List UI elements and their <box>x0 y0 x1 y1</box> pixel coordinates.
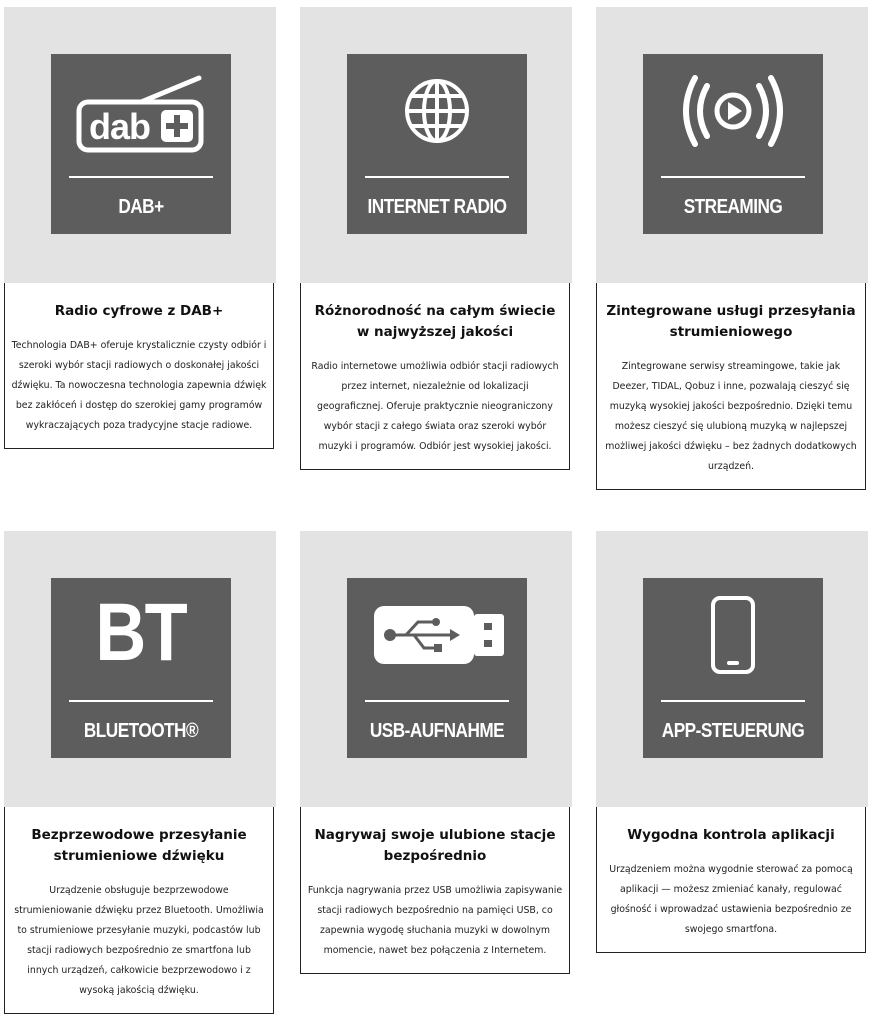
tile-label: DAB+ <box>118 196 164 218</box>
feature-image-panel <box>596 531 868 807</box>
feature-tile <box>643 54 823 234</box>
feature-heading: Zintegrowane usługi przesyłania strumieniowego <box>606 303 856 340</box>
feature-text-box <box>596 807 866 953</box>
svg-text:dab: dab <box>89 106 151 147</box>
globe-icon <box>347 54 527 164</box>
feature-tile <box>643 578 823 758</box>
feature-description: Zintegrowane serwisy streamingowe, takie jak Deezer, TIDAL, Qobuz i inne, pozwalają cieszyć się muzyką wysokiej jakości bezpośrednio. Dzięki temu możesz cieszyć się ulubioną muzyką w najlepszej możliwej jakości dźwięku – bez żadnych dodatkowych urządzeń. <box>605 361 857 472</box>
feature-description: Urządzenie obsługuje bezprzewodowe strumieniowanie dźwięku przez Bluetooth. Umożliwia to strumieniowe przesyłanie muzyki, podcastów lub stacji radiowych bezpośrednio ze smartfona lub innych urządzeń, całkowicie bezprzewodowo i z wysoką jakością dźwięku. <box>14 885 264 996</box>
feature-text-box <box>4 807 274 1014</box>
feature-description: Funkcja nagrywania przez USB umożliwia zapisywanie stacji radiowych bezpośrednio na pamięci USB, co zapewnia wygodę słuchania muzyki w dowolnym momencie, nawet bez połączenia z Internetem. <box>307 885 563 956</box>
bt-mark: BT <box>95 587 187 678</box>
tile-label: INTERNET RADIO <box>367 196 507 218</box>
tile-label: BLUETOOTH® <box>83 720 199 742</box>
feature-description: Technologia DAB+ oferuje krystalicznie czysty odbiór i szeroki wybór stacji radiowych o doskonałej jakości dźwięku. Ta nowoczesna technologia zapewnia dźwięk bez zakłóceń i dostęp do szerokiej gamy programów wykraczających poza tradycyjne stacje radiowe. <box>11 340 267 431</box>
bluetooth-bt-icon <box>51 578 231 688</box>
usb-stick-icon <box>347 578 527 688</box>
smartphone-icon <box>643 578 823 688</box>
feature-tile <box>51 54 231 234</box>
tile-divider <box>661 176 805 178</box>
feature-image-panel <box>4 531 276 807</box>
tile-label: STREAMING <box>683 196 783 218</box>
feature-heading: Nagrywaj swoje ulubione stacje bezpośrednio <box>314 827 556 864</box>
feature-text-box <box>4 283 274 449</box>
feature-heading: Wygodna kontrola aplikacji <box>627 827 835 843</box>
feature-text-box <box>300 283 570 470</box>
feature-description: Radio internetowe umożliwia odbiór stacji radiowych przez internet, niezależnie od lokalizacji geograficznej. Oferuje praktycznie nieograniczony wybór stacji z całego świata oraz szeroki wybór muzyki i programów. Odbiór jest wysokiej jakości. <box>311 361 559 452</box>
streaming-icon <box>643 54 823 164</box>
feature-heading: Bezprzewodowe przesyłanie strumieniowe dźwięku <box>31 827 247 864</box>
tile-divider <box>365 176 509 178</box>
feature-image-panel <box>300 531 572 807</box>
feature-text-box <box>596 283 866 490</box>
feature-heading: Radio cyfrowe z DAB+ <box>54 303 224 319</box>
dab-radio-icon <box>51 54 231 164</box>
feature-image-panel <box>300 7 572 283</box>
tile-label: APP-STEUERUNG <box>661 720 805 742</box>
tile-divider <box>365 700 509 702</box>
tile-divider <box>69 176 213 178</box>
tile-label: USB-AUFNAHME <box>369 720 505 742</box>
feature-image-panel <box>596 7 868 283</box>
feature-tile <box>51 578 231 758</box>
tile-divider <box>69 700 213 702</box>
feature-tile <box>347 578 527 758</box>
feature-text-box <box>300 807 570 974</box>
feature-tile <box>347 54 527 234</box>
feature-description: Urządzeniem można wygodnie sterować za pomocą aplikacji — możesz zmieniać kanały, regulować głośność i wprowadzać ustawienia bezpośrednio ze swojego smartfona. <box>609 864 853 935</box>
tile-divider <box>661 700 805 702</box>
feature-heading: Różnorodność na całym świecie w najwyższej jakości <box>314 303 556 340</box>
feature-image-panel <box>4 7 276 283</box>
